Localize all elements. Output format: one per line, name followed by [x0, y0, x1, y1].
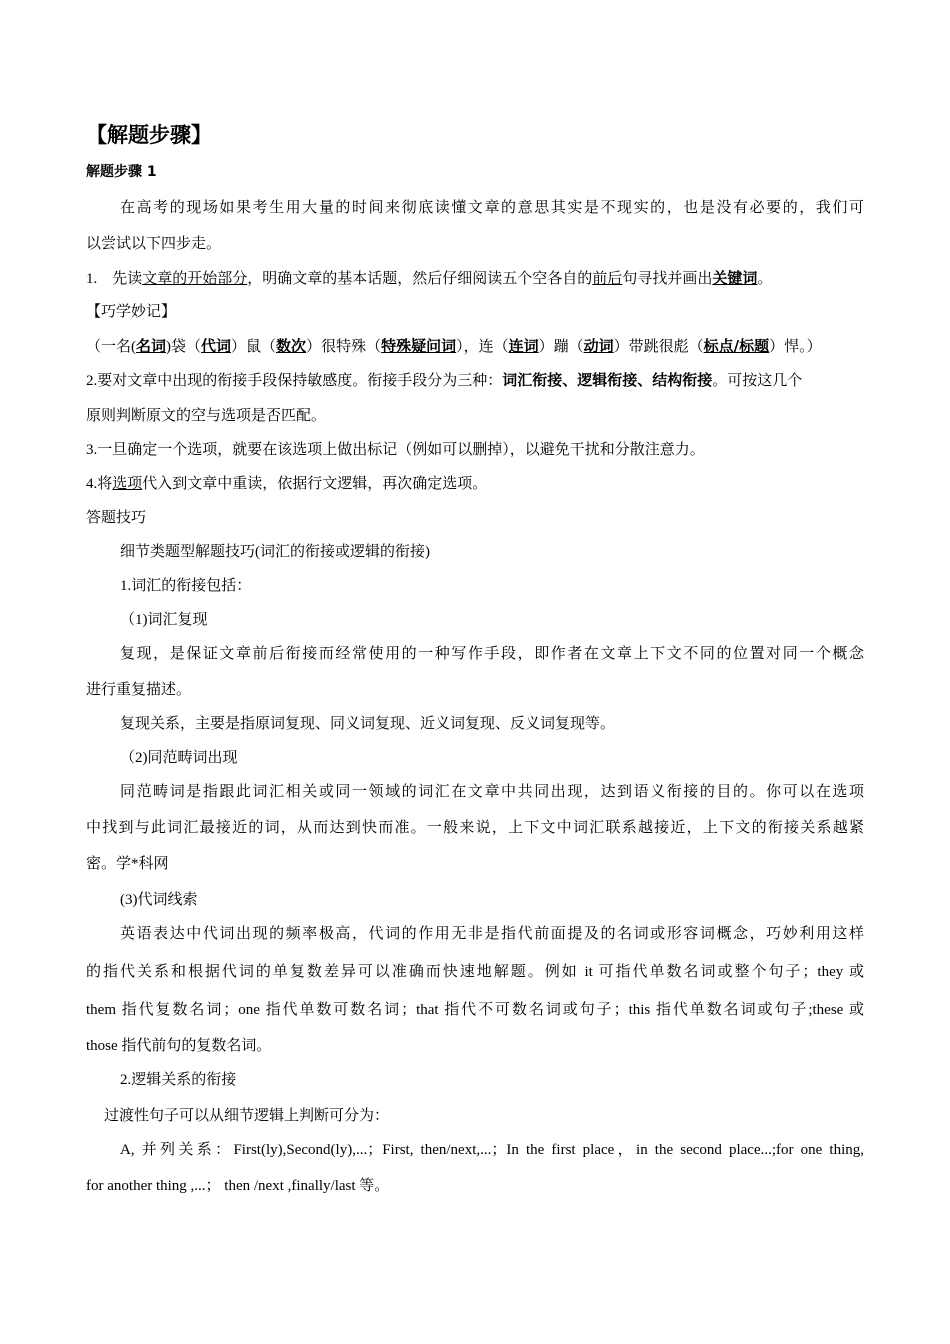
- underlined-phrase: 前后: [592, 271, 623, 287]
- tips-line: 复现关系，主要是指原词复现、同义词复现、近义词复现、反义词复现等。: [120, 716, 616, 732]
- tips-line: 过渡性句子可以从细节逻辑上判断可分为：: [104, 1108, 390, 1124]
- step-item-2: [86, 370, 802, 391]
- item-text: 代入到文章中重读，依据行文逻辑，再次确定选项。: [142, 476, 488, 492]
- tips-line: （2)同范畴词出现: [120, 750, 238, 766]
- mnemonic-keyword: 数次: [276, 337, 307, 355]
- tips-paragraph-line: 密。学*科网: [86, 856, 169, 872]
- tips-paragraph-line: A, 并列关系：First(ly),Second(ly),...；First, then/next,...；In the first place，in the second place...;for one thing,: [120, 1142, 864, 1158]
- mnemonic-title: 【巧学妙记】: [86, 304, 177, 320]
- intro-line-1: 在高考的现场如果考生用大量的时间来彻底读懂文章的意思其实是不现实的，也是没有必要的，我们可: [120, 200, 864, 216]
- tips-line: 1.词汇的衔接包括：: [120, 578, 252, 594]
- mnemonic-text: ）带跳很彪（: [613, 339, 704, 355]
- mnemonic-keyword: 特殊疑问词: [381, 337, 457, 355]
- mnemonic-text: ）悍。）: [769, 339, 822, 355]
- tips-paragraph-line: 同范畴词是指跟此词汇相关或同一领域的词汇在文章中共同出现，达到语义衔接的目的。你可以在选项: [120, 784, 864, 800]
- item-text: 。可按这几个: [712, 373, 803, 389]
- mnemonic-keyword: 名词: [136, 337, 167, 355]
- item-text: 。: [757, 271, 773, 287]
- item-number: 1.: [86, 271, 98, 287]
- tips-paragraph-line: for another thing ,...； then /next ,finally/last 等。: [86, 1178, 390, 1194]
- step-item-3: 3.一旦确定一个选项，就要在该选项上做出标记（例如可以删掉），以避免干扰和分散注意力。: [86, 442, 705, 458]
- tips-line: 2.逻辑关系的衔接: [120, 1072, 237, 1088]
- tips-paragraph-line: 中找到与此词汇最接近的词，从而达到快而准。一般来说，上下文中词汇联系越接近，上下文的衔接关系越紧: [86, 820, 864, 836]
- step-item-4: [86, 474, 487, 494]
- tips-paragraph-line: 英语表达中代词出现的频率极高，代词的作用无非是指代前面提及的名词或形容词概念，巧妙利用这样: [120, 926, 864, 942]
- mnemonic-text: ），连（: [456, 339, 509, 355]
- underlined-phrase: 文章的开始部分: [142, 271, 248, 287]
- mnemonic-text: ）蹦（: [538, 339, 584, 355]
- mnemonic-keyword: 动词: [583, 337, 614, 355]
- mnemonic-text: （一名(: [86, 339, 136, 355]
- item-text: 句寻找并画出: [622, 271, 713, 287]
- intro-line-2: 以尝试以下四步走。: [86, 236, 222, 252]
- item-text: 先读: [112, 271, 143, 287]
- item-text: 4.将: [86, 476, 113, 492]
- tips-line: （1)词汇复现: [120, 612, 208, 628]
- item-text: 2.要对文章中出现的衔接手段保持敏感度。衔接手段分为三种：: [86, 373, 503, 389]
- tips-line: 细节类题型解题技巧(词汇的衔接或逻辑的衔接): [120, 544, 430, 560]
- mnemonic-keyword: 标点/标题: [703, 337, 770, 355]
- underlined-phrase: 选项: [112, 476, 143, 492]
- tips-paragraph-line: 的指代关系和根据代词的单复数差异可以准确而快速地解题。例如 it 可指代单数名词或整个句子；they 或: [86, 964, 864, 980]
- mnemonic-text: )袋（: [166, 339, 202, 355]
- step-item-1: [86, 268, 772, 289]
- bold-phrase: 词汇衔接、逻辑衔接、结构衔接: [502, 371, 713, 389]
- mnemonic-keyword: 连词: [508, 337, 539, 355]
- mnemonic-text: ）很特殊（: [306, 339, 382, 355]
- mnemonic-keyword: 代词: [201, 337, 232, 355]
- section-heading: 【解题步骤】: [86, 123, 212, 147]
- mnemonic-text: ）鼠（: [231, 339, 277, 355]
- tips-paragraph-line: those 指代前句的复数名词。: [86, 1038, 272, 1054]
- keyword-phrase: 关键词: [712, 269, 758, 287]
- tips-line: (3)代词线索: [120, 892, 198, 908]
- mnemonic-line: [86, 336, 822, 357]
- item-text: ，明确文章的基本话题，然后仔细阅读五个空各自的: [247, 271, 593, 287]
- tips-paragraph-line: 复现，是保证文章前后衔接而经常使用的一种写作手段，即作者在文章上下文不同的位置对同一个概念: [120, 646, 864, 662]
- tips-title: 答题技巧: [86, 510, 147, 526]
- step-item-2-line-2: 原则判断原文的空与选项是否匹配。: [86, 408, 327, 424]
- tips-paragraph-line: them 指代复数名词；one 指代单数可数名词；that 指代不可数名词或句子；this 指代单数名词或句子;these 或: [86, 1002, 864, 1018]
- step-title: 解题步骤 1: [86, 164, 157, 180]
- tips-paragraph-line: 进行重复描述。: [86, 682, 192, 698]
